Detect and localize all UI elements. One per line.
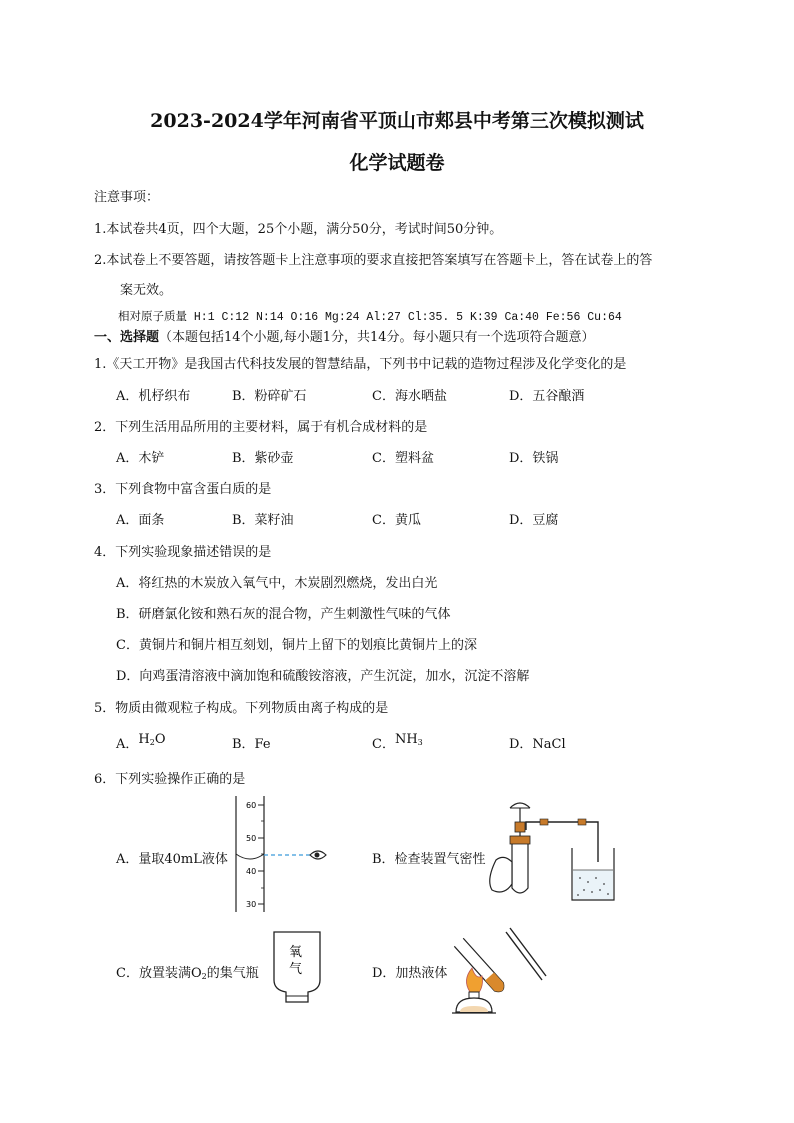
- notice-item-1: 1.本试卷共4页，四个大题，25个小题，满分50分，考试时间50分钟。: [94, 222, 503, 237]
- tube-holder: [506, 932, 542, 980]
- page-subtitle: 化学试题卷: [349, 152, 445, 174]
- q5-option-d: D．NaCl: [509, 737, 566, 752]
- graduated-cylinder-figure: [228, 796, 338, 914]
- notice-item-2-cont: 案无效。: [120, 283, 173, 298]
- q6-c-pre: C．放置装满O: [116, 966, 202, 981]
- q3-option-d: D．豆腐: [509, 513, 559, 528]
- q6-c-sub: 2: [201, 972, 207, 981]
- meniscus: [236, 854, 264, 859]
- q5-a-o: O: [154, 732, 166, 747]
- question-2-stem: 2．下列生活用品所用的主要材料，属于有机合成材料的是: [94, 420, 428, 435]
- q6-option-a: A．量取40mL液体: [116, 852, 228, 867]
- q5-c-formula: [395, 732, 423, 747]
- q5-a-sub: 2: [149, 738, 155, 747]
- q6-option-c: [116, 962, 259, 981]
- q6-option-b: B．检查装置气密性: [372, 852, 486, 867]
- q3-option-a: A．面条: [116, 513, 165, 528]
- bottle-label-1: 氧: [289, 945, 303, 960]
- q2-option-b: B．紫砂壶: [232, 451, 294, 466]
- notice-heading: 注意事项：: [94, 190, 160, 205]
- question-1-stem: 1.《天工开物》是我国古代科技发展的智慧结晶，下列书中记载的造物过程涉及化学变化的是: [94, 357, 627, 372]
- notice-item-2: 2.本试卷上不要答题，请按答题卡上注意事项的要求直接把答案填写在答题卡上，答在试卷上的答: [94, 253, 653, 268]
- heating-liquid-figure: [450, 918, 550, 1022]
- q4-option-b: B．研磨氯化铵和熟石灰的混合物，产生刺激性气味的气体: [116, 607, 451, 622]
- q6-option-d: D．加热液体: [372, 966, 448, 981]
- cylinder-tick-40: 40: [246, 867, 257, 876]
- q5-c-label: C．: [372, 737, 395, 752]
- q5-option-b: B．Fe: [232, 737, 271, 752]
- gas-bottle-figure: [272, 930, 322, 1004]
- q1-option-c: C．海水晒盐: [372, 389, 447, 404]
- q3-option-c: C．黄瓜: [372, 513, 421, 528]
- cylinder-tick-50: 50: [246, 834, 257, 843]
- q5-a-formula: [138, 732, 165, 747]
- section-desc: （本题包括14个小题,每小题1分，共14分。每小题只有一个选项符合题意）: [159, 330, 595, 345]
- q1-option-d: D．五谷酿酒: [509, 389, 585, 404]
- section-label: 一、选择题: [94, 330, 160, 345]
- q5-c-nh: NH: [394, 732, 418, 747]
- airtightness-apparatus-figure: [490, 800, 620, 918]
- cylinder-tick-60: 60: [246, 801, 257, 810]
- q4-option-d: D．向鸡蛋清溶液中滴加饱和硫酸铵溶液，产生沉淀，加水，沉淀不溶解: [116, 669, 530, 684]
- hand-icon: [490, 857, 512, 892]
- bottle-label-2: 气: [289, 962, 303, 977]
- question-4-stem: 4．下列实验现象描述错误的是: [94, 545, 272, 560]
- atomic-mass-line: 相对原子质量 H:1 C:12 N:14 O:16 Mg:24 Al:27 Cl:35. 5 K:39 Ca:40 Fe:56 Cu:64: [118, 311, 622, 324]
- q5-a-label: A．: [116, 737, 139, 752]
- cylinder-tick-30: 30: [246, 900, 257, 909]
- q2-option-d: D．铁锅: [509, 451, 559, 466]
- q5-a-h: H: [138, 732, 150, 747]
- q4-option-c: C．黄铜片和铜片相互刻划，铜片上留下的划痕比黄铜片上的深: [116, 638, 477, 653]
- q6-c-post: 的集气瓶: [206, 966, 259, 981]
- section-heading: [94, 326, 595, 345]
- q3-option-b: B．菜籽油: [232, 513, 294, 528]
- q5-c-sub: 3: [417, 738, 423, 747]
- question-6-stem: 6．下列实验操作正确的是: [94, 772, 246, 787]
- q5-option-c: [372, 733, 423, 752]
- q2-option-c: C．塑料盆: [372, 451, 434, 466]
- q4-option-a: A．将红热的木炭放入氧气中，木炭剧烈燃烧，发出白光: [116, 576, 438, 591]
- question-5-stem: 5．物质由微观粒子构成。下列物质由离子构成的是: [94, 701, 389, 716]
- question-3-stem: 3．下列食物中富含蛋白质的是: [94, 482, 272, 497]
- q5-option-a: [116, 733, 166, 752]
- q1-option-b: B．粉碎矿石: [232, 389, 307, 404]
- q2-option-a: A．木铲: [116, 451, 165, 466]
- q1-option-a: A．机杼织布: [116, 389, 191, 404]
- page-title: 2023-2024学年河南省平顶山市郏县中考第三次模拟测试: [150, 110, 644, 132]
